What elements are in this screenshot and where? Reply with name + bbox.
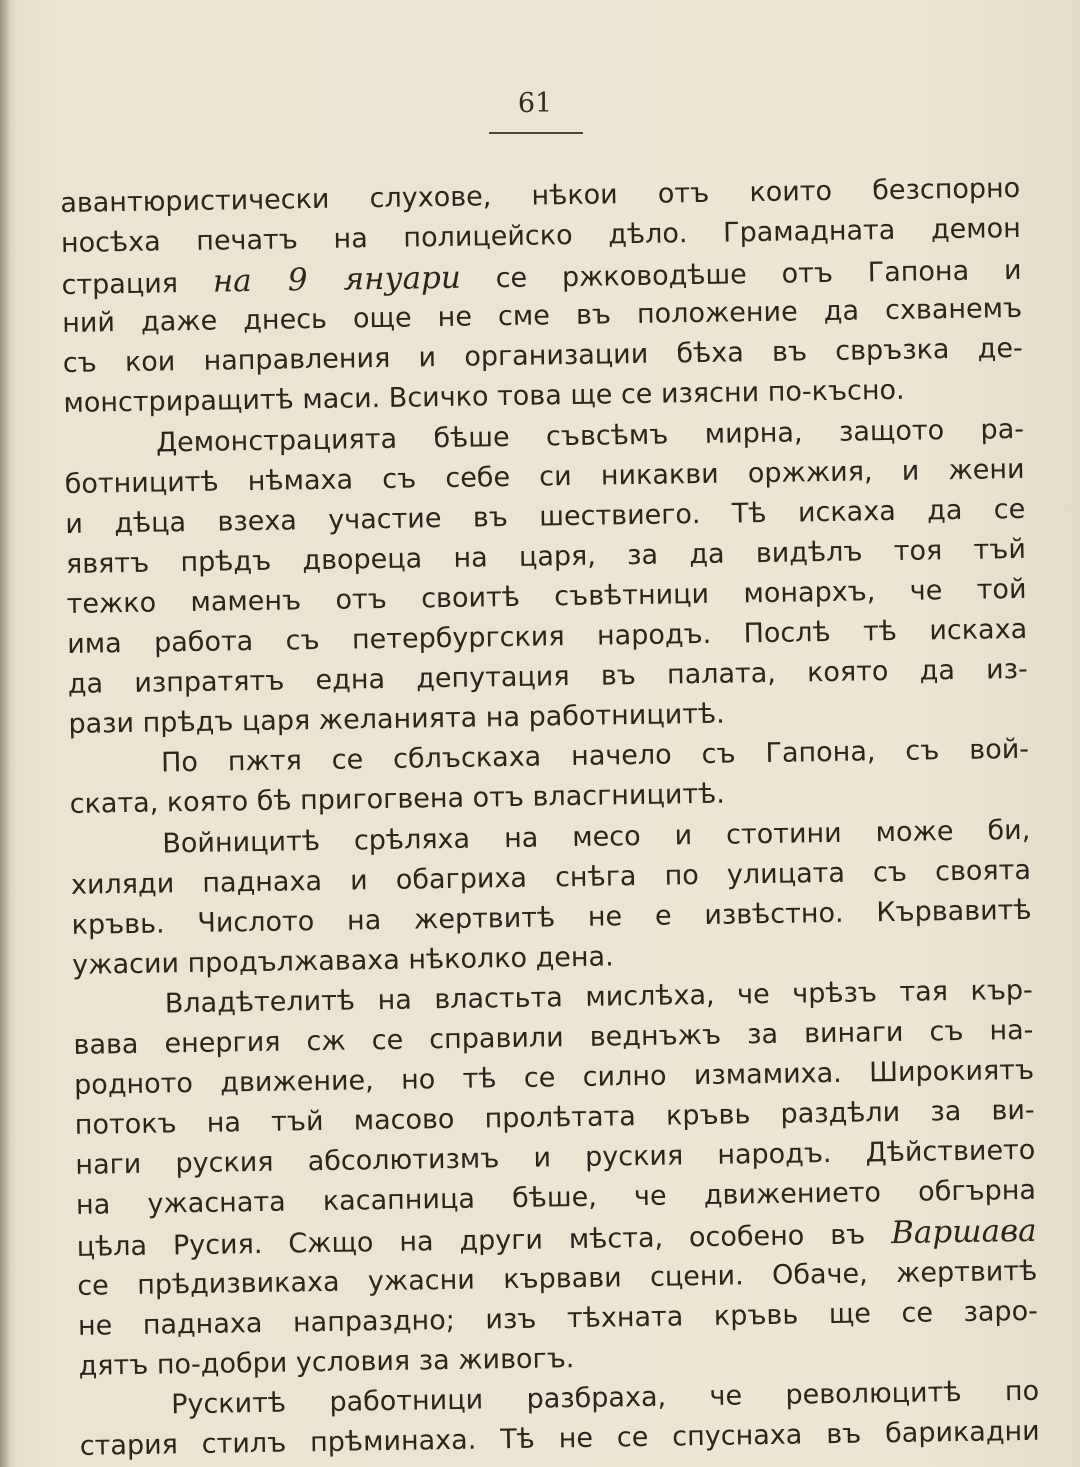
text-line: да изпратятъ една депутация въ палата, която да из- (67, 653, 1028, 701)
text-line: авантюристически слухове, нѣкои отъ които безспорно (60, 172, 1021, 219)
text-line: По пжтя се сблъскаха начело съ Гапона, съ вой- (160, 734, 1030, 779)
text-line: не паднаха напраздно; изъ тѣхната кръвь ще се заро- (77, 1295, 1039, 1342)
text-segment: се ржководѣше отъ Гапона и (460, 255, 1022, 295)
text-line: явятъ прѣдъ двореца на царя, за да видѣлъ тоя тъй (65, 533, 1027, 580)
text-line: хиляди паднаха и обагриха снѣга по улицата съ своята (70, 854, 1032, 901)
text-line: вава енергия сж се справили веднъжъ за винаги съ на- (73, 1014, 1034, 1061)
paragraph-p3 (69, 730, 1030, 825)
paragraph-p4 (70, 810, 1032, 985)
binding-edge (0, 0, 10, 1467)
text-line: дятъ по-добри условия за живогъ. (78, 1342, 575, 1382)
italic-emphasis: на 9 януари (212, 259, 462, 300)
text-segment: страция (61, 267, 214, 302)
text-line: Войницитѣ срѣляха на месо и стотини може би, (162, 814, 1031, 859)
text-line: наги руския абсолютизмъ и руския народъ. Дѣйствието (75, 1135, 1036, 1182)
text-segment: цѣла Русия. Сжщо на други мѣста, особено въ (76, 1219, 892, 1264)
text-line: рази прѣдъ царя желанията на работницитѣ. (68, 698, 725, 741)
text-line: носѣха печатъ на полицейско дѣло. Грамадната демон (60, 213, 1022, 260)
paragraph-p5 (73, 971, 1039, 1387)
body-text (60, 169, 1040, 1467)
header-rule (489, 132, 583, 134)
text-line: се прѣдизвикаха ужасни кървави сцени. Обаче, жертвитѣ (77, 1255, 1038, 1302)
text-line: потокъ на тъй масово пролѣтата кръвь раздѣли за ви- (74, 1094, 1035, 1142)
text-line: съ кои направления и организации бѣха въ свръзка де- (62, 333, 1023, 380)
text-line: ужасии продължаваха нѣколко дена. (72, 941, 614, 981)
paragraph-p1 (60, 169, 1024, 425)
paragraph-p2 (64, 409, 1029, 745)
text-line: монстриращитѣ маси. Всичко това ще се изясни по-късно. (63, 375, 905, 420)
page-number: 61 (517, 88, 553, 119)
text-line: стария стилъ прѣминаха. Тѣ не се спуснаха въ барикадни (79, 1415, 1040, 1462)
text-line: на ужасната касапница бѣше, че движението обгърна (75, 1175, 1037, 1222)
text-line: родното движение, но тѣ се силно измамиха. Широкиятъ (73, 1054, 1035, 1101)
text-line: ската, която бѣ пригогвена отъ власгницитѣ. (69, 779, 726, 821)
text-line: кръвь. Числото на жертвитѣ не е извѣстно. Кървавитѣ (71, 894, 1032, 941)
text-line: ний даже днесь още не сме въ положение да схванемъ (61, 293, 1023, 340)
text-line: Демонстрацията бѣше съвсѣмъ мирна, защото ра- (155, 413, 1025, 459)
text-line: тежко маменъ отъ своитѣ съвѣтници монархъ, че той (66, 573, 1027, 620)
text-line: и дѣца взеха участие въ шествиего. Тѣ искаха да се (65, 493, 1026, 540)
text-line: има работа съ петербургския народъ. Послѣ тѣ искаха (66, 613, 1028, 660)
paragraph-p6 (79, 1372, 1040, 1467)
italic-emphasis: Варшава (890, 1213, 1037, 1252)
text-line: ботницитѣ нѣмаха съ себе си никакви оржжия, и жени (64, 453, 1025, 500)
text-line: Рускитѣ работници разбраха, че революцитѣ по (170, 1375, 1040, 1421)
text-line: Владѣтелитѣ на властьта мислѣха, че чрѣзъ тая кър- (164, 974, 1034, 1020)
